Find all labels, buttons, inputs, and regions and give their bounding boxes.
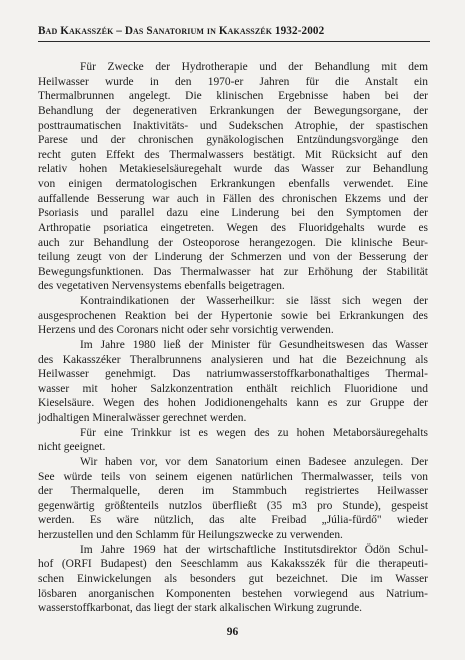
text-line: Psoriasis und parallel dazu eine Linderung bei den Symptomen der xyxy=(38,207,428,220)
text-line: Thermalbrunnen angelegt. Die klinischen Ergebnisse haben bei der xyxy=(38,90,428,103)
text-line: Bewegungsfunktionen. Das Thermalwasser hat zur Erhöhung der Stabilität xyxy=(38,265,428,278)
text-line: Heilwasser wurde in den 1970-er Jahren für die Anstalt ein xyxy=(38,75,428,88)
text-line: wasserstoffkarbonat, das liegt der stark alkalischen Wirkung zugrunde. xyxy=(38,602,363,615)
text-line: auffallende Besserung war auch in Fällen des chronischen Ekzems und der xyxy=(38,192,428,205)
text-line: schen Einwickelungen als besonders gut bezeichnet. Die im Wasser xyxy=(38,572,428,585)
text-line: Behandlung der degenerativen Erkrankungen der Bewegungsorgane, der xyxy=(38,104,428,117)
text-line: ausgesprochenen Reaktion bei der Hypertonie sowie bei Erkrankungen des xyxy=(38,309,428,322)
text-line: jodhaltigen Mineralwässer gerechnet werden. xyxy=(38,412,247,424)
text-line: von einigen dermatologischen Erkrankungen ebenfalls verwendet. Eine xyxy=(38,178,428,190)
paragraph xyxy=(38,455,428,543)
header-rule xyxy=(38,41,430,42)
text-line: lösbaren anorganischen Komponenten bestehen vorwiegend aus Natrium- xyxy=(38,587,428,600)
text-line: recht guten Effekt des Thermalwassers bestätigt. Mit Rücksicht auf den xyxy=(38,148,428,161)
text-line: des Kakasszéker Theralbrunnens analysieren und hat die Bezeichnung als xyxy=(38,353,428,366)
paragraph xyxy=(38,543,428,616)
paragraph xyxy=(38,338,428,426)
text-line: gegenwärtig größtenteils nutzlos überfließt (35 m3 pro Stunde), gespeist xyxy=(38,499,428,512)
text-line: Für Zwecke der Hydrotherapie und der Behandlung mit dem xyxy=(80,61,428,73)
text-line: Im Jahre 1969 hat der wirtschaftliche Institutsdirektor Ödön Schul- xyxy=(80,543,428,556)
text-line: Kieselsäure. Wegen des hohen Jodidionengehalts kann es zur Gruppe der xyxy=(38,397,428,410)
text-line: der Thermalquelle, deren im Stammbuch registriertes Heilwasser xyxy=(38,485,428,498)
running-header: Bad Kakasszék – Das Sanatorium in Kakasszék 1932-2002 xyxy=(38,25,325,37)
text-line: nicht geeignet. xyxy=(38,441,106,454)
paragraph xyxy=(38,60,428,294)
text-line: Wir haben vor, vor dem Sanatorium einen Badesee anzulegen. Der xyxy=(80,455,428,468)
text-line: Parese und der chronischen gynäkologischen Entzündungsvorgänge den xyxy=(38,134,428,147)
text-line: teilung zeugt von der Linderung der Schmerzen und von der Besserung der xyxy=(38,251,428,264)
text-line: herzustellen und den Schlamm für Heilungszwecke zu verwenden. xyxy=(38,529,343,541)
paragraph xyxy=(38,426,428,455)
text-line: Im Jahre 1980 ließ der Minister für Gesundheitswesen das Wasser xyxy=(80,338,428,351)
paragraph xyxy=(38,294,428,338)
text-line: hof (ORFI Budapest) den Seeschlamm aus Kakaksszék für die therapeuti- xyxy=(38,558,428,571)
text-line: wasser mit hoher Salzkonzentration enthält reichlich Fluoridione und xyxy=(38,382,428,395)
text-line: Herzens und des Coronars nicht oder sehr vorsichtig verwenden. xyxy=(38,324,334,337)
text-line: Heilwasser genehmigt. Das natriumwasserstoffkarbonathaltiges Thermal- xyxy=(38,368,428,381)
text-line: werden. Es wäre nützlich, das alte Freibad „Júlia-fürdő" wieder xyxy=(38,514,428,527)
text-line: posttraumatischen Inaktivitäts- und Sudekschen Atrophie, der spastischen xyxy=(38,119,428,132)
text-line: Kontraindikationen der Wasserheilkur: sie lässt sich wegen der xyxy=(80,295,428,307)
text-line: auch zur Behandlung der Osteoporose herangezogen. Die klinische Beur- xyxy=(38,236,428,249)
text-line: See würde teils von seinem eigenen natürlichen Thermalwasser, teils von xyxy=(38,470,428,483)
text-line: relativ hohen Metakieselsäuregehalt wurde das Wasser zur Behandlung xyxy=(38,163,428,176)
text-line: Arthropatie psoriatica eingetreten. Wegen des Fluoridgehalts wurde es xyxy=(38,221,428,234)
body-text xyxy=(38,60,428,616)
text-line: des vegetativen Nervensystems ebenfalls beigetragen. xyxy=(38,280,285,293)
text-line: Für eine Trinkkur ist es wegen des zu hohen Metaborsäuregehalts xyxy=(80,426,428,439)
page-number: 96 xyxy=(226,626,239,638)
